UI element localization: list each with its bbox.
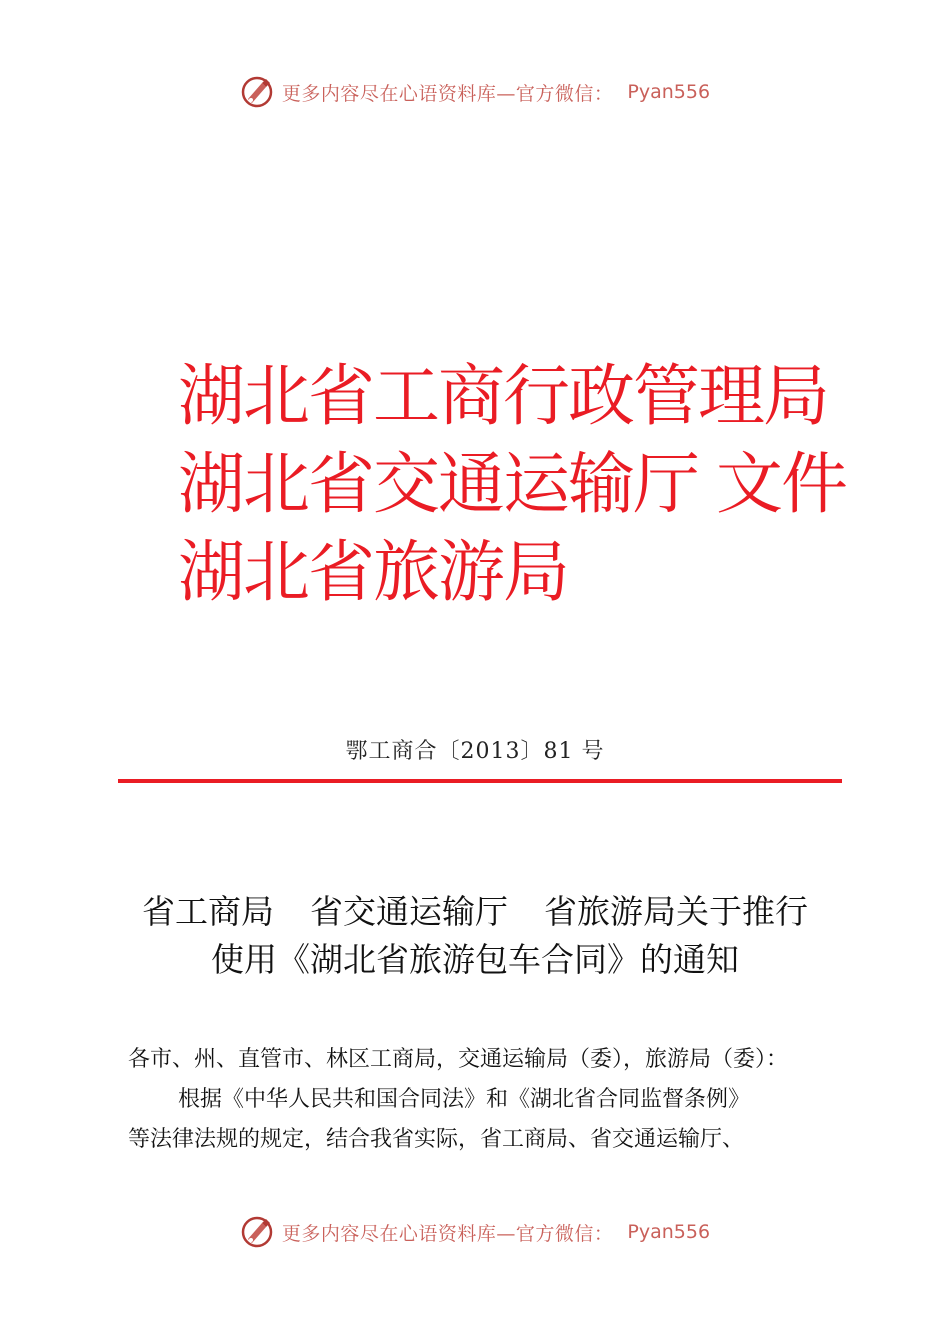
notice-title — [0, 888, 950, 984]
watermark-wechat-id: Pyan556 — [627, 1221, 711, 1243]
issuer-line-1 — [178, 352, 878, 440]
pen-logo-icon — [240, 75, 274, 109]
watermark-text: 更多内容尽在心语资料库—官方微信： — [281, 82, 614, 105]
title-line-2: 使用《湖北省旅游包车合同》的通知 — [211, 940, 739, 979]
watermark-bottom — [0, 1210, 950, 1254]
watermark-top — [0, 70, 950, 114]
salutation: 各市、州、直管市、林区工商局，交通运输局（委），旅游局（委）： — [128, 1047, 789, 1072]
title-part: 省旅游局关于推行 — [544, 892, 808, 931]
issuer-name: 湖北省旅游局 — [178, 533, 568, 611]
title-part: 省交通运输厅 — [310, 892, 508, 931]
title-line-1 — [0, 888, 950, 936]
paragraph-line: 等法律法规的规定，结合我省实际，省工商局、省交通运输厅、 — [128, 1127, 745, 1152]
red-separator-line — [118, 779, 842, 783]
title-part: 省工商局 — [142, 892, 274, 931]
issuer-name: 湖北省交通运输厅 — [178, 445, 698, 523]
watermark-wechat-id: Pyan556 — [627, 81, 711, 103]
notice-body — [128, 1040, 868, 1160]
issuer-line-3 — [178, 528, 878, 616]
issuer-line-2 — [178, 440, 878, 528]
watermark-text: 更多内容尽在心语资料库—官方微信： — [281, 1222, 614, 1245]
pen-logo-icon — [240, 1215, 274, 1249]
paragraph-line: 根据《中华人民共和国合同法》和《湖北省合同监督条例》 — [178, 1087, 751, 1112]
document-number: 鄂工商合〔2013〕81 号 — [345, 739, 605, 764]
document-type-label: 文件 — [716, 445, 846, 523]
issuing-authorities-header — [178, 352, 878, 616]
issuer-name: 湖北省工商行政管理局 — [178, 357, 828, 435]
